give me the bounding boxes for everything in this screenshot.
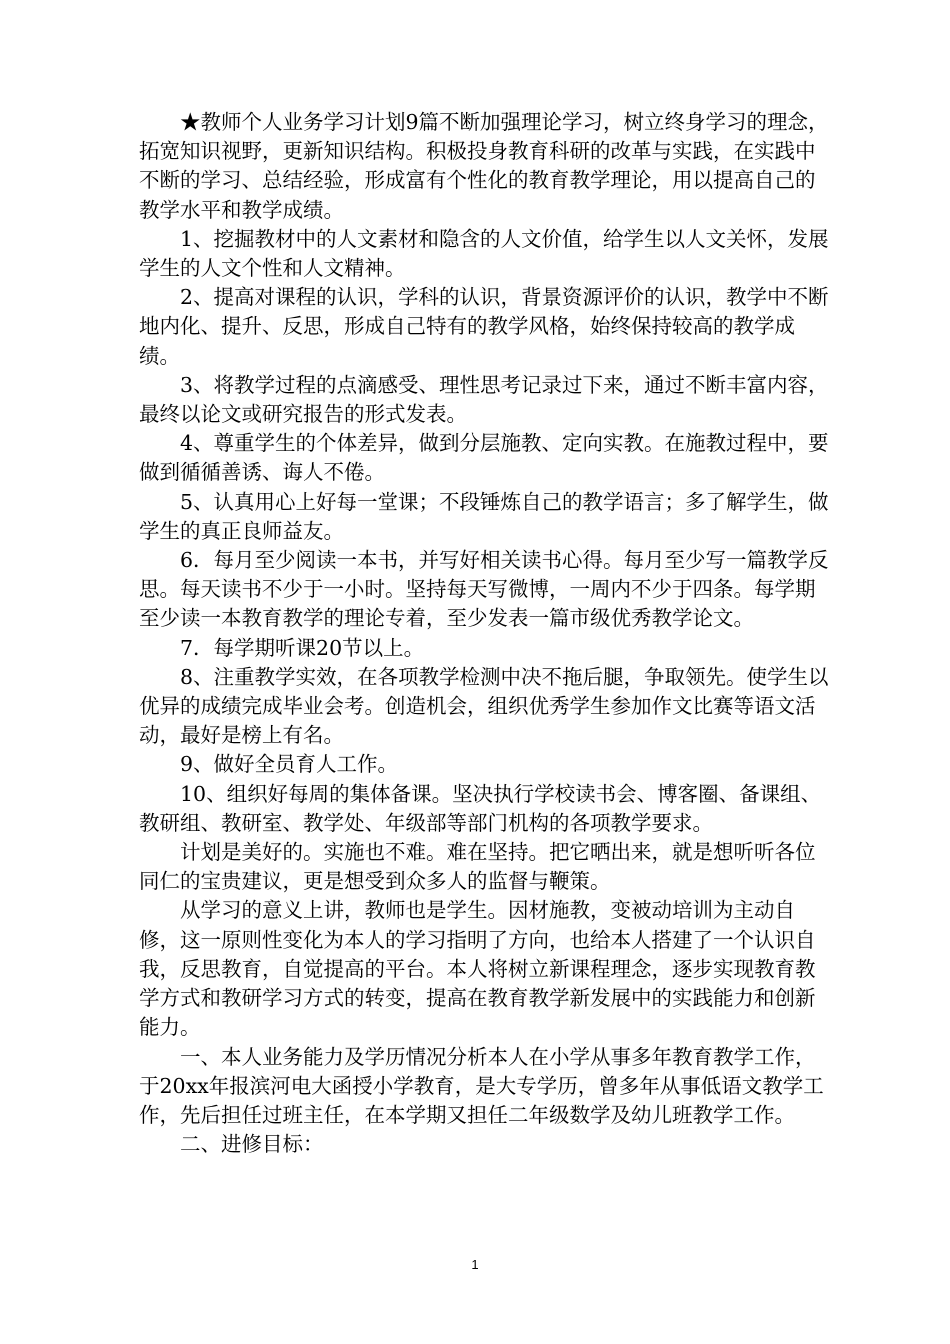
paragraph-item-9: 9、做好全员育人工作。: [180, 752, 399, 777]
paragraph-item-2: 2、提高对课程的认识，学科的认识，背景资源评价的认识，教学中不断地内化、提升、反思，形成自己特有的教学风格，始终保持较高的教学成绩。: [139, 285, 829, 368]
paragraph-item-1: 1、挖掘教材中的人文素材和隐含的人文价值，给学生以人文关怀，发展学生的人文个性和人文精神。: [139, 226, 829, 281]
document-body: [139, 108, 829, 1159]
paragraph-item-8: 8、注重教学实效，在各项教学检测中决不拖后腿，争取领先。使学生以优异的成绩完成毕业会考。创造机会，组织优秀学生参加作文比赛等语文活动，最好是榜上有名。: [139, 664, 829, 748]
paragraph-item-4: 4、尊重学生的个体差异，做到分层施教、定向实教。在施教过程中，要做到循循善诱、诲人不倦。: [139, 431, 829, 485]
paragraph-item-6: 6．每月至少阅读一本书，并写好相关读书心得。每月至少写一篇教学反思。每天读书不少于一小时。坚持每天写微博，一周内不少于四条。每学期至少读一本教育教学的理论专着，至少发表一篇市级优秀教学论文。: [139, 548, 829, 631]
paragraph-item-5: 5、认真用心上好每一堂课；不段锤炼自己的教学语言；多了解学生，做学生的真正良师益友。: [139, 489, 829, 543]
paragraph-section-one: 一、本人业务能力及学历情况分析本人在小学从事多年教育教学工作，于20xx年报滨河电大函授小学教育，是大专学历，曾多年从事低语文教学工作，先后担任过班主任，在本学期又担任二年级数学及幼儿班教学工作。: [139, 1044, 824, 1127]
paragraph-intro: ★教师个人业务学习计划9篇不断加强理论学习，树立终身学习的理念，拓宽知识视野，更新知识结构。积极投身教育科研的改革与实践，在实践中不断的学习、总结经验，形成富有个性化的教育教学理论，用以提高自己的教学水平和教学成绩。: [139, 110, 829, 222]
paragraph-item-3: 3、将教学过程的点滴感受、理性思考记录过下来，通过不断丰富内容，最终以论文或研究报告的形式发表。: [139, 372, 829, 427]
paragraph-section-two-heading: 二、进修目标：: [180, 1132, 324, 1157]
paragraph-item-10: 10、组织好每周的集体备课。坚决执行学校读书会、博客圈、备课组、教研组、教研室、教学处、年级部等部门机构的各项教学要求。: [139, 781, 822, 835]
paragraph-learning-meaning: 从学习的意义上讲，教师也是学生。因材施教，变被动培训为主动自修，这一原则性变化为本人的学习指明了方向，也给本人搭建了一个认识自我，反思教育，自觉提高的平台。本人将树立新课程理念，逐步实现教育教学方式和教研学习方式的转变，提高在教育教学新发展中的实践能力和创新能力。: [139, 898, 816, 1040]
page-number: 1: [471, 1257, 479, 1272]
paragraph-plan-note: 计划是美好的。实施也不难。难在坚持。把它晒出来，就是想听听各位同仁的宝贵建议，更是想受到众多人的监督与鞭策。: [139, 840, 816, 894]
paragraph-item-7: 7．每学期听课20节以上。: [180, 635, 425, 660]
